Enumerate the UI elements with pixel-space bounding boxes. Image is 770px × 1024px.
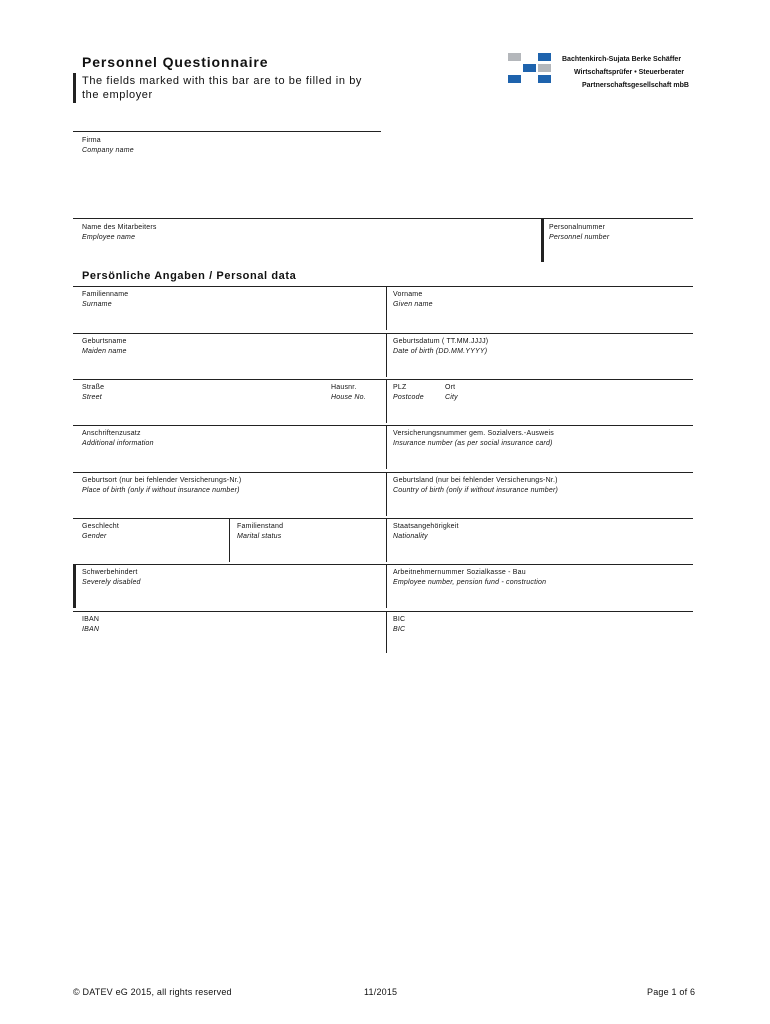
house-number-label-en: House No. (331, 394, 366, 401)
firm-name-line: Bachtenkirch-Sujata Berke Schäffer (562, 56, 682, 63)
given-name-label-de: Vorname (393, 291, 423, 298)
marital-status-field[interactable] (237, 522, 283, 542)
iban-field[interactable] (82, 615, 99, 635)
street-field[interactable] (82, 383, 104, 403)
pension-fund-number-field[interactable] (393, 568, 546, 588)
personnel-number-label-en: Personnel number (549, 234, 610, 241)
country-of-birth-label-de: Geburtsland (nur bei fehlender Versicherungs-Nr.) (393, 477, 558, 484)
gender-label-en: Gender (82, 533, 107, 540)
severely-disabled-label-en: Severely disabled (82, 579, 141, 586)
additional-info-label-en: Additional information (82, 440, 154, 447)
given-name-label-en: Given name (393, 301, 433, 308)
copyright-notice: © DATEV eG 2015, all rights reserved (73, 987, 232, 997)
page-number: Page 1 of 6 (647, 987, 696, 997)
intro-text: The fields marked with this bar are to be filled in by the employer (82, 75, 363, 101)
employee-name-label-de: Name des Mitarbeiters (82, 224, 157, 231)
employer-marker-bar (541, 219, 544, 262)
surname-field[interactable] (82, 290, 128, 310)
row-rule (73, 425, 693, 426)
firm-profession-line: Wirtschaftsprüfer • Steuerberater (574, 69, 685, 76)
nationality-label-en: Nationality (393, 533, 428, 540)
postcode-label-de: PLZ (393, 384, 407, 391)
nationality-label-de: Staatsangehörigkeit (393, 523, 459, 530)
row-rule (73, 286, 693, 287)
severely-disabled-label-de: Schwerbehindert (82, 569, 138, 576)
date-of-birth-label-de: Geburtsdatum ( TT.MM.JJJJ) (393, 338, 489, 345)
column-divider (386, 287, 387, 330)
row-rule (73, 564, 693, 565)
place-of-birth-label-en: Place of birth (only if without insurance number) (82, 487, 240, 494)
employee-rule (73, 218, 693, 219)
employee-name-field[interactable] (82, 223, 157, 243)
column-divider (386, 334, 387, 377)
personnel-number-field[interactable] (549, 223, 609, 243)
marital-status-label-de: Familienstand (237, 523, 284, 530)
personnel-number-label-de: Personalnummer (549, 224, 606, 231)
firm-logo (508, 53, 553, 83)
country-of-birth-field[interactable] (393, 476, 558, 496)
pension-fund-label-de: Arbeitnehmernummer Sozialkasse - Bau (393, 569, 526, 576)
insurance-number-field[interactable] (393, 429, 554, 449)
country-of-birth-label-en: Country of birth (only if without insurance number) (393, 487, 559, 494)
bic-field[interactable] (393, 615, 405, 635)
maiden-name-label-en: Maiden name (82, 348, 127, 355)
gender-label-de: Geschlecht (82, 523, 120, 530)
city-label-de: Ort (445, 384, 456, 391)
employee-name-label-en: Employee name (82, 234, 136, 241)
bic-label-de: BIC (393, 616, 406, 623)
company-name-field[interactable] (82, 136, 134, 156)
maiden-name-field[interactable] (82, 337, 127, 357)
column-divider (229, 519, 230, 562)
column-divider (386, 426, 387, 469)
personal-data-heading: Persönliche Angaben / Personal data (82, 270, 297, 282)
column-divider (386, 473, 387, 516)
company-label-en: Company name (82, 147, 134, 154)
company-rule (73, 131, 381, 132)
company-label-de: Firma (82, 137, 101, 144)
row-rule (73, 472, 693, 473)
column-divider (386, 519, 387, 562)
place-of-birth-label-de: Geburtsort (nur bei fehlender Versicherungs-Nr.) (82, 477, 242, 484)
additional-info-field[interactable] (82, 429, 154, 449)
employer-marker-bar (73, 565, 76, 608)
marital-status-label-en: Marital status (237, 533, 282, 540)
bic-label-en: BIC (393, 626, 406, 633)
gender-field[interactable] (82, 522, 119, 542)
row-rule (73, 611, 693, 612)
iban-label-en: IBAN (82, 626, 100, 633)
column-divider (386, 612, 387, 653)
column-divider (386, 565, 387, 608)
page-title: Personnel Questionnaire (82, 54, 269, 70)
date-of-birth-field[interactable] (393, 337, 488, 357)
house-number-label-de: Hausnr. (331, 384, 357, 391)
postcode-field[interactable] (393, 383, 424, 403)
pension-fund-label-en: Employee number, pension fund - construction (393, 579, 547, 586)
employer-field-marker-bar (73, 73, 76, 103)
form-date: 11/2015 (364, 987, 398, 997)
additional-info-label-de: Anschriftenzusatz (82, 430, 141, 437)
severely-disabled-field[interactable] (82, 568, 141, 588)
column-divider (386, 380, 387, 423)
firm-name (562, 53, 697, 92)
street-label-de: Straße (82, 384, 105, 391)
row-rule (73, 379, 693, 380)
surname-label-en: Surname (82, 301, 112, 308)
maiden-name-label-de: Geburtsname (82, 338, 127, 345)
date-of-birth-label-en: Date of birth (DD.MM.YYYY) (393, 348, 488, 355)
surname-label-de: Familienname (82, 291, 129, 298)
row-rule (73, 333, 693, 334)
given-name-field[interactable] (393, 290, 433, 310)
city-label-en: City (445, 394, 458, 401)
place-of-birth-field[interactable] (82, 476, 241, 496)
row-rule (73, 518, 693, 519)
iban-label-de: IBAN (82, 616, 100, 623)
nationality-field[interactable] (393, 522, 459, 542)
insurance-number-label-en: Insurance number (as per social insurance card) (393, 440, 553, 447)
postcode-label-en: Postcode (393, 394, 424, 401)
house-number-field[interactable] (331, 383, 366, 403)
firm-legal-form-line: Partnerschaftsgesellschaft mbB (582, 82, 689, 89)
city-field[interactable] (445, 383, 458, 403)
street-label-en: Street (82, 394, 102, 401)
insurance-number-label-de: Versicherungsnummer gem. Sozialvers.-Ausweis (393, 430, 554, 437)
